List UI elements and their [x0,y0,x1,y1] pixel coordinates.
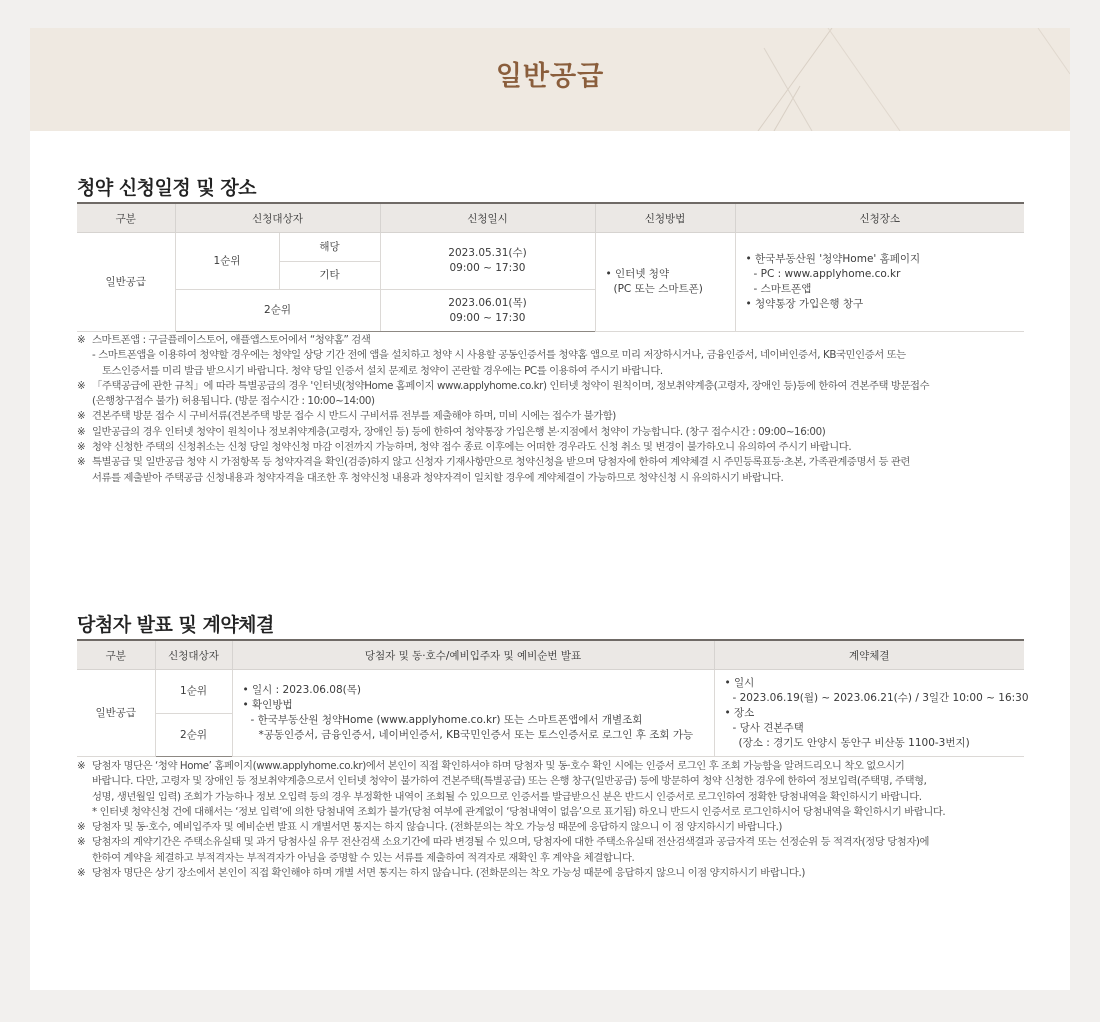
note-line: 특별공급 및 일반공급 청약 시 가점항목 등 청약자격을 확인(검증)하지 않고 신청자 기재사항만으로 청약신청을 받으며 당첨자에 한하여 계약체결 시 주민등록표등·초본, 가족관계증명서 등 관련 [92,456,910,469]
note-item [77,820,1057,835]
winner-notes [77,759,1057,881]
rank1-local-cell: 해당 [279,233,380,262]
announce-line: *공동인증서, 금융인증서, 네이버인증서, KB국민인증서 또는 토스인증서로 로그인 후 조회 가능 [258,729,694,741]
note-marker: ※ [77,867,86,880]
announce-line: • 일시 : 2023.06.08(목) [242,684,361,696]
note-line: 성명, 생년월일 입력) 조회가 가능하나 정보 오입력 등의 경우 부정확한 내역이 조회될 수 있으므로 인증서를 발급받으신 분은 반드시 인증서로 로그인하여 정확한 당첨내역을 확인하시기 바랍니다. [92,790,922,803]
note-line: 당첨자 명단은 ‘청약 Home’ 홈페이지(www.applyhome.co.kr)에서 본인이 직접 확인하셔야 하며 당첨자 및 동·호수 확인 시에는 인증서 로그인 후 조회 가능함을 알려드리오니 착오 없으시기 [92,760,905,772]
note-item [77,409,1057,424]
place-line: - 스마트폰앱 [753,283,812,295]
note-line: 견본주택 방문 접수 시 구비서류(견본주택 방문 접수 시 반드시 구비서류 전부를 제출해야 하며, 미비 시에는 접수가 불가함) [92,410,616,423]
header-cell: 신청장소 [735,203,1024,233]
header-cell: 신청방법 [595,203,735,233]
contract-line: (장소 : 경기도 안양시 동안구 비산동 1100-3번지) [738,736,970,749]
table-row [77,670,1024,714]
header-cell: 당첨자 및 동·호수/예비입주자 및 예비순번 발표 [232,640,714,670]
date-line: 2023.05.31(수) [448,247,527,259]
note-line: 서류를 제출받아 주택공급 신청내용과 청약자격을 대조한 후 청약신청 내용과 청약자격이 일치할 경우에 계약체결이 가능하므로 청약신청 시 유의하시기 바랍니다. [92,471,784,484]
contract-cell [714,670,1029,757]
category-cell: 일반공급 [77,670,155,757]
category-cell: 일반공급 [77,233,175,332]
note-line: 당첨자 및 동·호수, 예비입주자 및 예비순번 발표 시 개별서면 통지는 하지 않습니다. (전화문의는 착오 가능성 때문에 응답하지 않으니 이 점 양지하시기 바랍니다.) [92,821,783,834]
note-line: 토스인증서를 미리 발급 받으시기 바랍니다. 청약 당일 인증서 설치 문제로 청약이 곤란할 경우에는 PC를 이용하여 주시기 바랍니다. [102,364,663,377]
page-banner [30,28,1070,131]
note-item [77,440,1057,455]
contract-line: - 2023.06.19(월) ~ 2023.06.21(수) / 3일간 10:00 ~ 16:30 [732,691,1029,704]
note-marker: ※ [77,379,86,392]
winners-table [77,639,1029,757]
place-line: • 한국부동산원 '청약Home' 홈페이지 [745,253,921,265]
note-line: - 스마트폰앱을 이용하여 청약할 경우에는 청약일 상당 기간 전에 앱을 설치하고 청약 시 사용할 공동인증서를 청약홈 앱으로 미리 저장하시거나, 금융인증서, 네이버인증서, KB국민인증서 또는 [92,349,906,362]
method-line: • 인터넷 청약 [605,268,670,280]
note-line: 당첨자의 계약기간은 주택소유실태 및 과거 당첨사실 유무 전산검색 소요기간에 따라 변경될 수 있으며, 당첨자에 대한 주택소유실태 전산검색결과 공급자격 또는 선정순위 등 적격자(정당 당첨자)에 [92,836,930,849]
announce-line: • 확인방법 [242,699,293,711]
announce-cell [232,670,714,757]
note-item [77,835,1057,866]
header-cell: 계약체결 [714,640,1024,670]
table-header-row [77,640,1024,670]
schedule-notes [77,333,1057,486]
note-line: 당첨자 명단은 상기 장소에서 본인이 직접 확인해야 하며 개별 서면 통지는 하지 않습니다. (전화문의는 착오 가능성 때문에 응답하지 않으니 이점 양지하시기 바랍니다.) [92,867,805,880]
header-cell: 신청대상자 [175,203,380,233]
note-item [77,425,1057,440]
note-line: 바랍니다. 다만, 고령자 및 장애인 등 정보취약계층으로서 인터넷 청약이 불가하여 견본주택(특별공급) 또는 은행 창구(일반공급) 등에 방문하여 청약 신청한 경우에 한하여 정보입력(주택명, 주택형, [92,775,927,788]
time-line: 09:00 ~ 17:30 [449,311,526,324]
note-line: 「주택공급에 관한 규칙」에 따라 특별공급의 경우 '인터넷(청약Home 홈페이지 www.applyhome.co.kr) 인터넷 청약이 원칙이며, 정보취약계층(고령자, 장애인 등)등에 한하여 견본주택 방문접수 [92,379,930,392]
schedule-section-title: 청약 신청일정 및 장소 [77,177,257,199]
header-cell: 신청대상자 [155,640,232,670]
content-card [30,28,1070,990]
header-cell: 구분 [77,203,175,233]
header-cell: 구분 [77,640,155,670]
time-line: 09:00 ~ 17:30 [449,262,526,274]
header-cell: 신청일시 [380,203,595,233]
note-line: 일반공급의 경우 인터넷 청약이 원칙이나 정보취약계층(고령자, 장애인 등) 등에 한하여 청약통장 가입은행 본·지점에서 청약이 가능합니다. (창구 접수시간 : 09:00~16:00) [92,425,826,438]
place-line: - PC : www.applyhome.co.kr [753,268,901,280]
method-cell [595,233,735,332]
rank2-cell: 2순위 [155,714,232,757]
rank1-cell: 1순위 [175,233,279,290]
table-row [77,233,1024,262]
note-marker: ※ [77,760,86,772]
note-item [77,866,1057,881]
note-line: 스마트폰앱 : 구글플레이스토어, 애플앱스토어에서 “청약홈” 검색 [92,334,371,346]
note-item [77,348,1057,379]
schedule-table [77,202,1024,332]
date2-cell [380,290,595,332]
note-line: (은행창구접수 불가) 허용됩니다. (방문 접수시간 : 10:00~14:00) [92,395,375,408]
note-marker: ※ [77,821,86,834]
place-cell [735,233,1024,332]
page-title: 일반공급 [495,61,605,92]
note-marker: ※ [77,410,86,423]
note-marker: ※ [77,425,86,438]
date1-cell [380,233,595,290]
contract-line: - 당사 견본주택 [732,721,804,734]
note-item [77,379,1057,410]
rank1-cell: 1순위 [155,670,232,714]
note-line: 청약 신청한 주택의 신청취소는 신청 당일 청약신청 마감 이전까지 가능하며, 청약 접수 종료 이후에는 어떠한 경우라도 신청 취소 및 변경이 불가하오니 유의하여 주시기 바랍니다. [92,441,852,454]
note-item [77,455,1057,486]
note-line: 한하여 계약을 체결하고 부적격자는 부적격자가 아님을 증명할 수 있는 서류를 제출하여 적격자로 재확인 후 계약을 체결합니다. [92,851,635,864]
note-marker: ※ [77,441,86,454]
rank2-cell: 2순위 [175,290,380,332]
date-line: 2023.06.01(목) [448,296,527,309]
note-marker: ※ [77,836,86,849]
note-marker: ※ [77,456,86,469]
note-item [77,333,1057,348]
announce-line: - 한국부동산원 청약Home (www.applyhome.co.kr) 또는 스마트폰앱에서 개별조회 [250,714,643,726]
note-item [77,759,1057,820]
method-line: (PC 또는 스마트폰) [613,283,703,295]
note-marker: ※ [77,334,86,346]
note-line: * 인터넷 청약신청 건에 대해서는 ‘정보 입력’에 의한 당첨내역 조회가 불가(당첨 여부에 관계없이 ‘당첨내역이 없음’으로 표기됨) 하오니 반드시 인증서로 로그인하시어 당첨내역을 확인하시기 바랍니다. [92,805,946,818]
contract-line: • 일시 [724,676,755,689]
table-header-row [77,203,1024,233]
place-line: • 청약통장 가입은행 창구 [745,298,864,310]
winners-section-title: 당첨자 발표 및 계약체결 [77,614,274,636]
rank1-other-cell: 기타 [279,262,380,290]
contract-line: • 장소 [724,706,755,719]
